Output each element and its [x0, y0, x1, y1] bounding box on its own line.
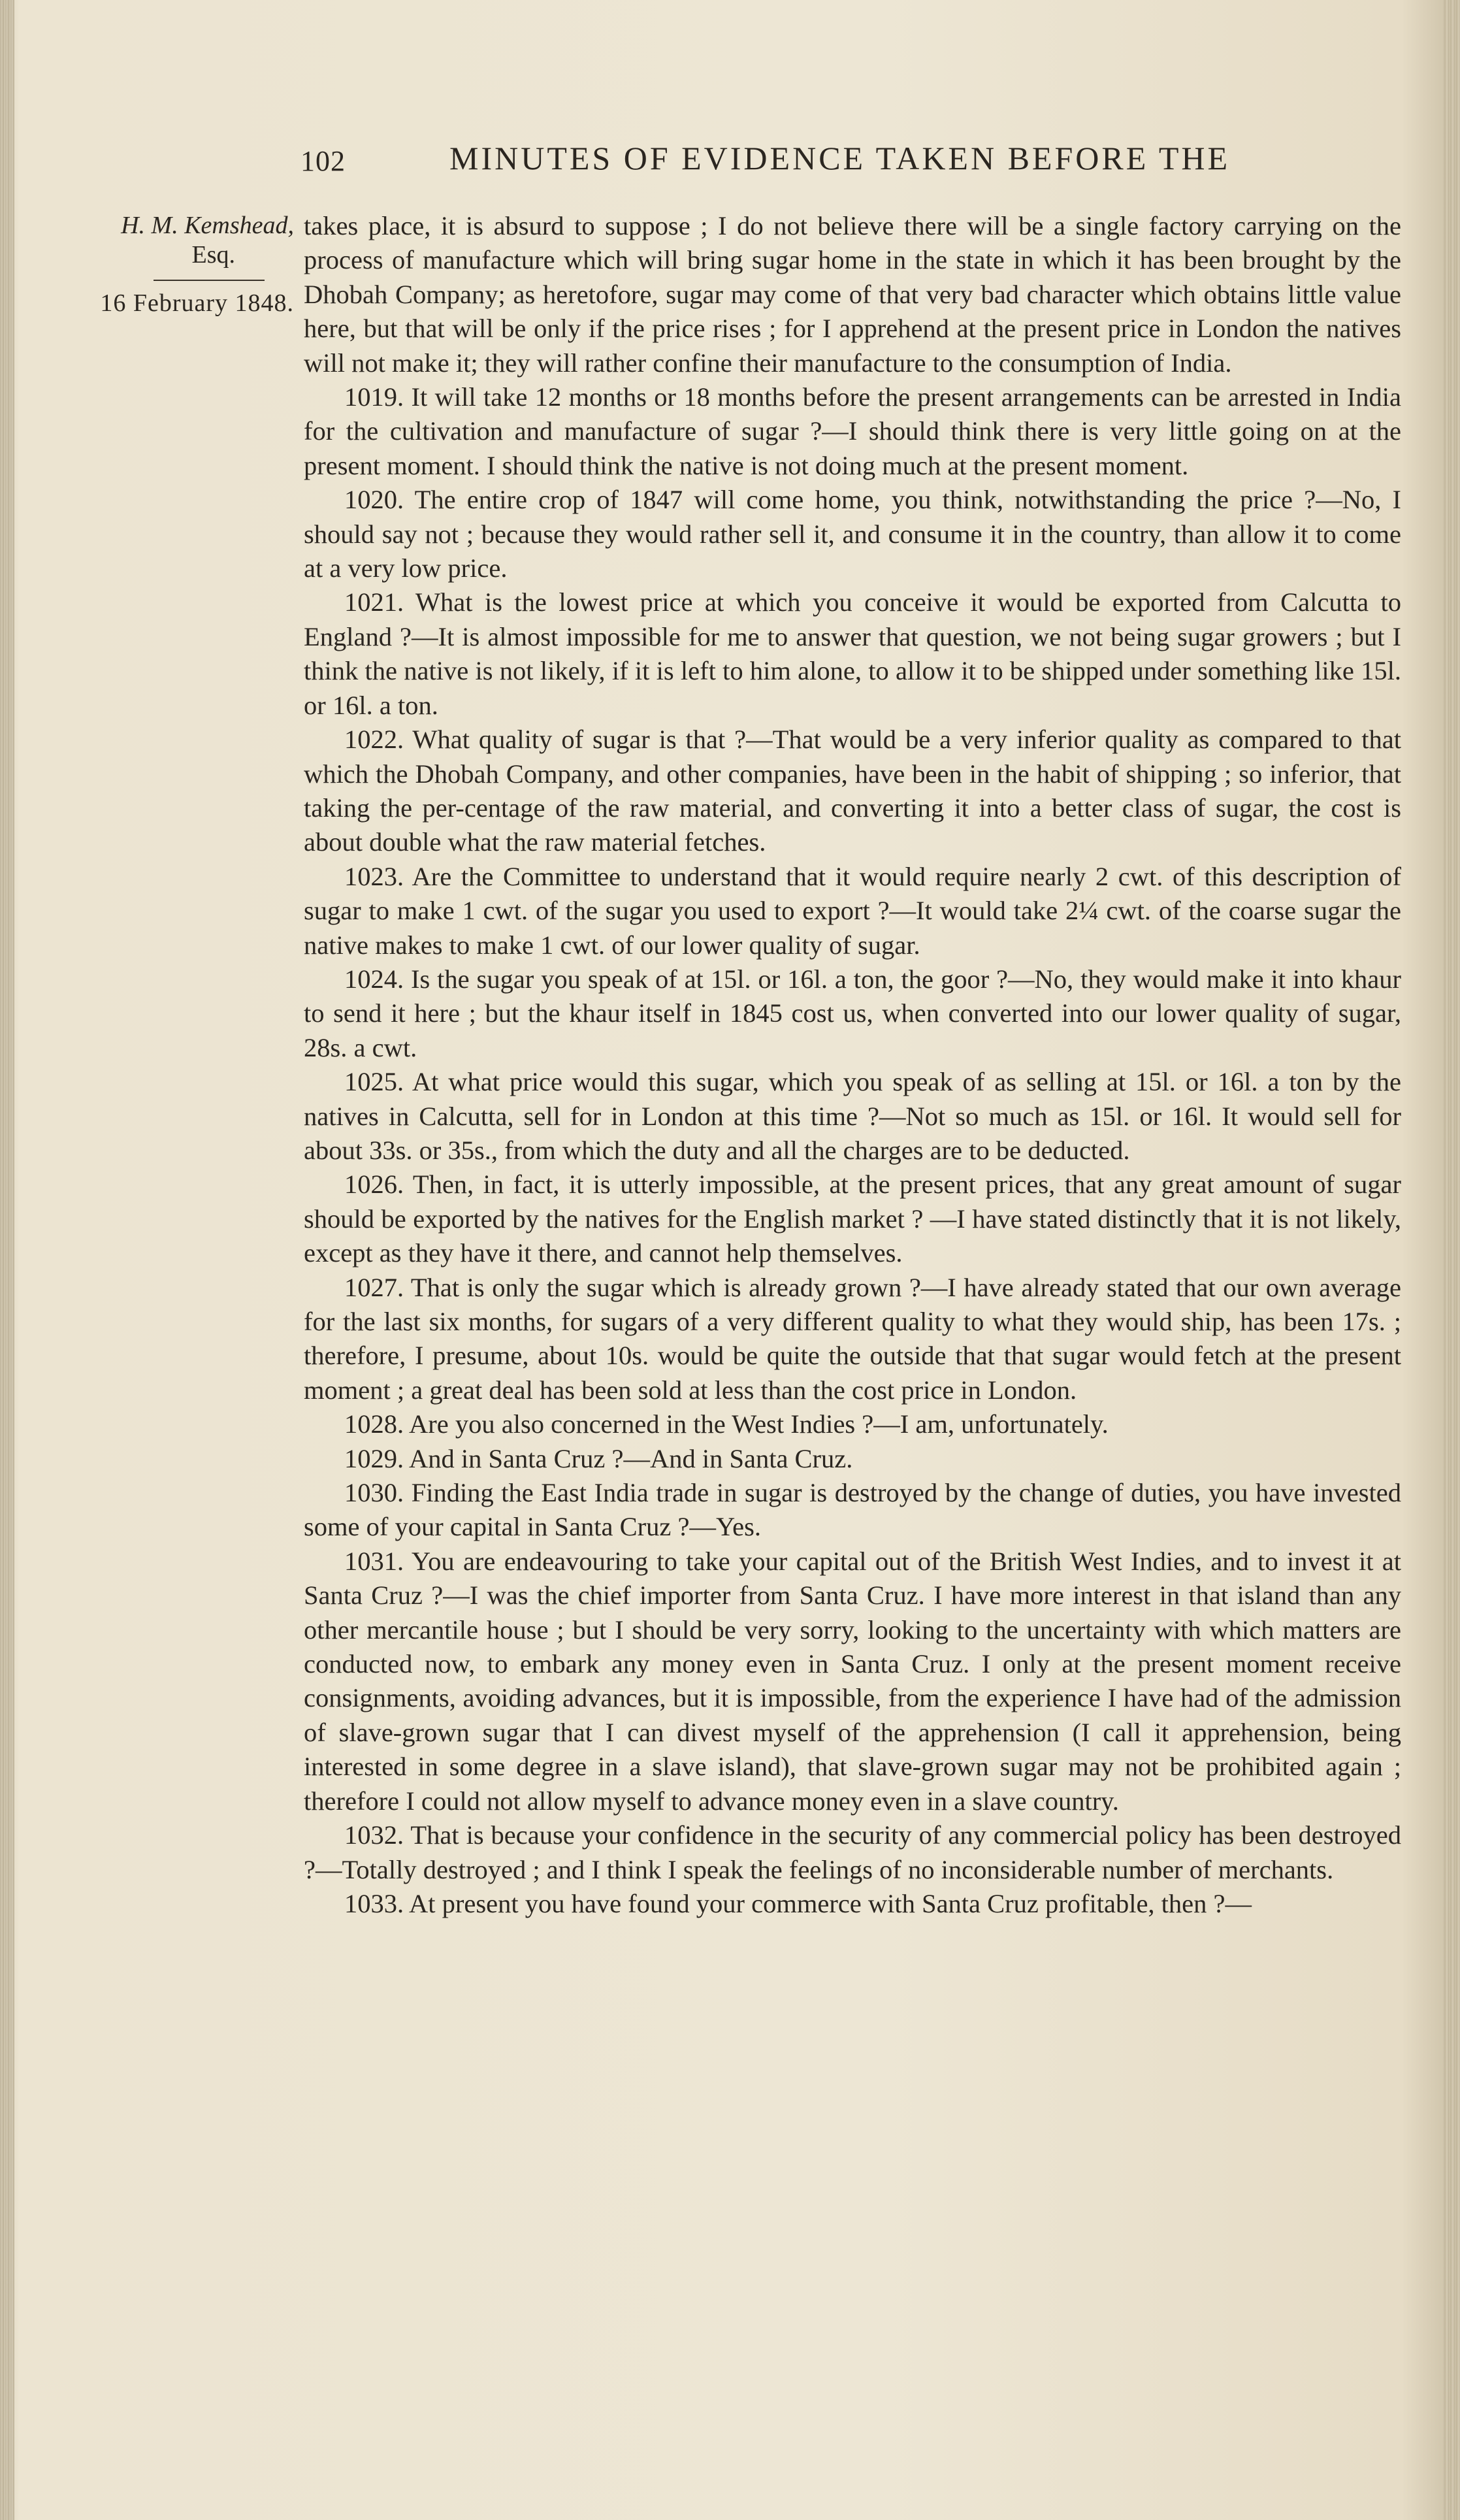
- question-1028: 1028. Are you also concerned in the West Indies ?—I am, unfortunately.: [344, 1409, 1109, 1439]
- question-1025: 1025. At what price would this sugar, which you speak of as selling at 15l. or 16l. a ton by the natives in Calcutta, sell for in London at this time ?—Not so much as 15l. or 16l. It would sell for about 33s. or 35s., from which the duty and all the charges are to be deducted.: [304, 1067, 1401, 1165]
- question-1027: 1027. That is only the sugar which is already grown ?—I have already stated that our own average for the last six months, for sugars of a very different quality to what they would ship, has been 17s. ; therefore, I presume, about 10s. would be quite the outside that that sugar would fetch at the present moment ; a great deal has been sold at less than the cost price in London.: [304, 1272, 1401, 1405]
- witness-date: 16 February 1848.: [100, 289, 294, 317]
- margin-notes: [75, 210, 294, 318]
- question-1021: 1021. What is the lowest price at which you conceive it would be exported from Calcutta to England ?—It is almost impossible for me to answer that question, we not being sugar growers ; but I think the native is not likely, if it is left to him alone, to allow it to be shipped under something like 15l. or 16l. a ton.: [304, 587, 1401, 720]
- question-1024: 1024. Is the sugar you speak of at 15l. or 16l. a ton, the goor ?—No, they would make it into khaur to send it here ; but the khaur itself in 1845 cost us, when converted into our lower quality of sugar, 28s. a cwt.: [304, 964, 1401, 1062]
- evidence-body: [304, 209, 1401, 1921]
- page-number: 102: [300, 145, 346, 177]
- binding-edge: [0, 0, 14, 2520]
- question-1029: 1029. And in Santa Cruz ?—And in Santa Cruz.: [344, 1443, 853, 1473]
- question-1031: 1031. You are endeavouring to take your capital out of the British West Indies, and to invest it at Santa Cruz ?—I was the chief importer from Santa Cruz. I have more interest in that island than any other mercantile house ; but I should be very sorry, looking to the uncertainty with which matters are conducted now, to embark any money even in Santa Cruz. I only at the present moment receive consignments, avoiding advances, but it is impossible, from the experience I have had of the admission of slave-grown sugar that I can divest myself of the apprehension (I call it apprehension, being interested in some degree in a slave island), that slave-grown sugar may not be prohibited again ; therefore I could not allow myself to advance money even in a slave country.: [304, 1546, 1401, 1816]
- witness-name: H. M. Kemshead,: [121, 212, 294, 239]
- page-fore-edge: [1443, 0, 1460, 2520]
- paragraph-continuation: takes place, it is absurd to suppose ; I do not believe there will be a single factory carrying on the process of manufacture which will bring sugar home in the state in which it has been brought by the Dhobah Company; as heretofore, sugar may come of that very bad character which obtains little value here, but that will be only if the price rises ; for I apprehend at the present price in London the natives will not make it; they will rather confine their manufacture to the consumption of India.: [304, 211, 1401, 378]
- margin-divider: [154, 280, 265, 281]
- page-title: MINUTES OF EVIDENCE TAKEN BEFORE THE: [449, 140, 1231, 176]
- question-1030: 1030. Finding the East India trade in sugar is destroyed by the change of duties, you have invested some of your capital in Santa Cruz ?—Yes.: [304, 1478, 1401, 1542]
- witness-suffix: Esq.: [191, 241, 235, 269]
- question-1032: 1032. That is because your confidence in the security of any commercial policy has been destroyed ?—Totally destroyed ; and I think I speak the feelings of no inconsiderable number of merchants.: [304, 1820, 1401, 1884]
- question-1023: 1023. Are the Committee to understand that it would require nearly 2 cwt. of this description of sugar to make 1 cwt. of the sugar you used to export ?—It would take 2¼ cwt. of the coarse sugar the native makes to make 1 cwt. of our lower quality of sugar.: [304, 861, 1401, 960]
- question-1022: 1022. What quality of sugar is that ?—That would be a very inferior quality as compared to that which the Dhobah Company, and other companies, have been in the habit of shipping ; so inferior, that taking the per-centage of the raw material, and converting it into a better class of sugar, the cost is about double what the raw material fetches.: [304, 725, 1401, 857]
- running-head: [300, 139, 1241, 185]
- question-1026: 1026. Then, in fact, it is utterly impossible, at the present prices, that any great amount of sugar should be exported by the natives for the English market ? —I have stated distinctly that it is not likely, except as they have it there, and cannot help themselves.: [304, 1170, 1401, 1268]
- question-1020: 1020. The entire crop of 1847 will come home, you think, notwithstanding the price ?—No, I should say not ; because they would rather sell it, and consume it in the country, than allow it to come at a very low price.: [304, 485, 1401, 583]
- question-1033: 1033. At present you have found your commerce with Santa Cruz profitable, then ?—: [344, 1888, 1252, 1918]
- question-1019: 1019. It will take 12 months or 18 months before the present arrangements can be arrested in India for the cultivation and manufacture of sugar ?—I should think there is very little going on at the present moment. I should think the native is not doing much at the present moment.: [304, 382, 1401, 480]
